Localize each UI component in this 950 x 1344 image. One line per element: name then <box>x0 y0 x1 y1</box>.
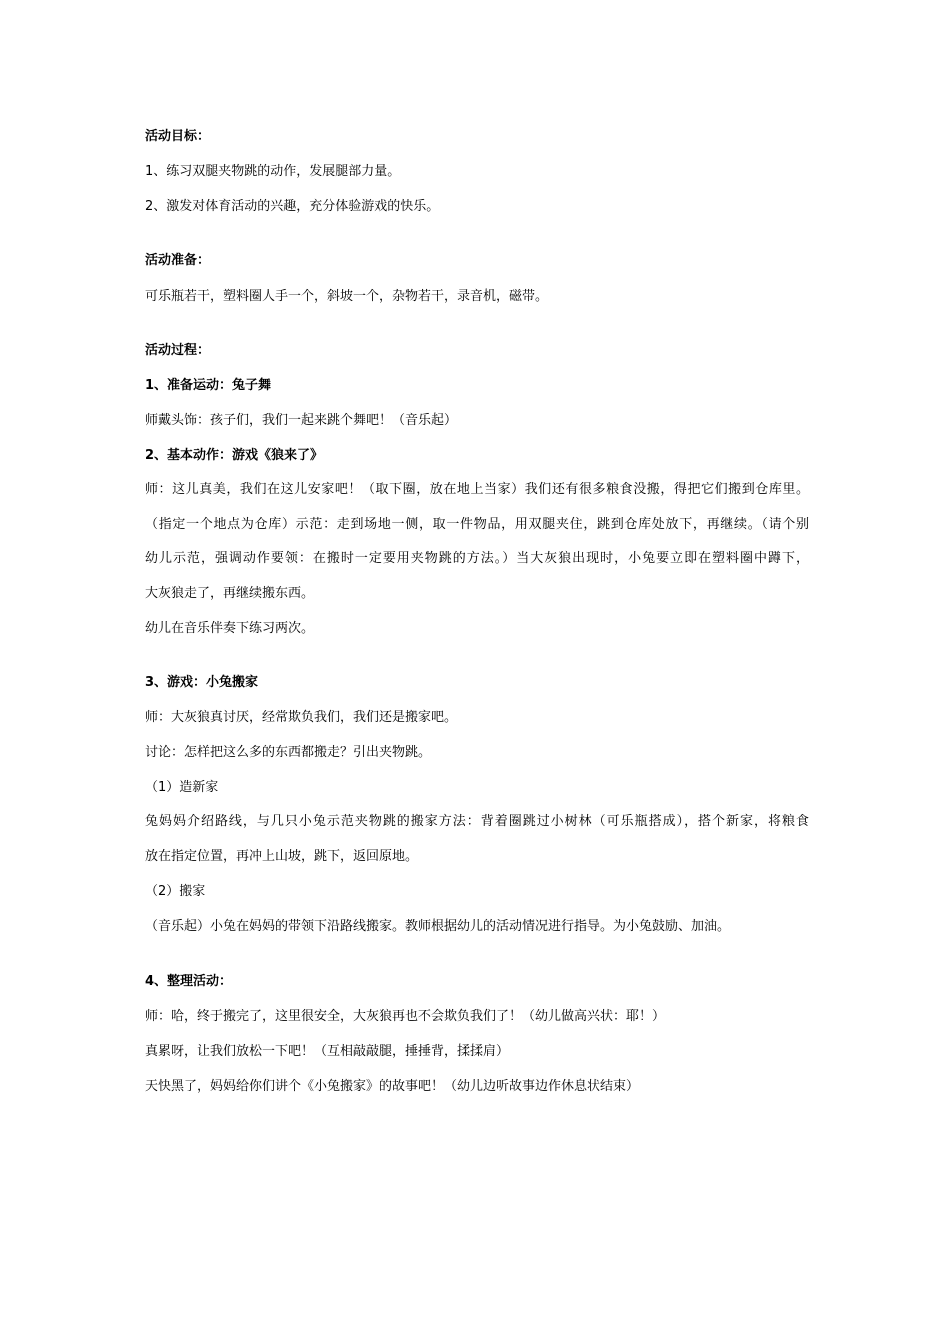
step3-line-1: 师：大灰狼真讨厌，经常欺负我们，我们还是搬家吧。 <box>145 710 458 725</box>
prep-heading: 活动准备： <box>145 253 211 268</box>
step3-sub2-text: （音乐起）小兔在妈妈的带领下沿路线搬家。教师根据幼儿的活动情况进行指导。为小兔鼓励、加油。 <box>145 919 731 934</box>
step2-line-1: 师：这儿真美，我们在这儿安家吧！（取下圈，放在地上当家）我们还有很多粮食没搬，得把它们搬到仓库里。 <box>145 482 809 497</box>
step3-sub2-title: （2）搬家 <box>145 884 206 899</box>
step4-title: 4、整理活动： <box>145 974 233 989</box>
step2-line-4: 大灰狼走了，再继续搬东西。 <box>145 586 315 601</box>
step1-title: 1、准备运动：兔子舞 <box>145 378 272 393</box>
step2-title: 2、基本动作：游戏《狼来了》 <box>145 448 324 463</box>
goal-item-1: 1、练习双腿夹物跳的动作，发展腿部力量。 <box>145 164 401 179</box>
prep-text: 可乐瓶若干，塑料圈人手一个，斜坡一个，杂物若干，录音机，磁带。 <box>145 289 549 304</box>
step4-line-3: 天快黑了，妈妈给你们讲个《小兔搬家》的故事吧！（幼儿边听故事边作休息状结束） <box>145 1079 640 1094</box>
step2-line-2: （指定一个地点为仓库）示范：走到场地一侧，取一件物品，用双腿夹住，跳到仓库处放下，再继续。（请个别 <box>145 517 809 532</box>
step4-line-1: 师：哈，终于搬完了，这里很安全，大灰狼再也不会欺负我们了！（幼儿做高兴状：耶！） <box>145 1009 666 1024</box>
goal-item-2: 2、激发对体育活动的兴趣，充分体验游戏的快乐。 <box>145 199 440 214</box>
step3-sub1-line-1: 兔妈妈介绍路线，与几只小兔示范夹物跳的搬家方法：背着圈跳过小树林（可乐瓶搭成），搭个新家，将粮食 <box>145 814 809 829</box>
step2-note: 幼儿在音乐伴奏下练习两次。 <box>145 621 315 636</box>
step3-sub1-title: （1）造新家 <box>145 780 219 795</box>
goals-heading: 活动目标： <box>145 129 211 144</box>
step2-line-3: 幼儿示范，强调动作要领：在搬时一定要用夹物跳的方法。）当大灰狼出现时，小兔要立即在塑料圈中蹲下， <box>145 551 809 566</box>
process-heading: 活动过程： <box>145 343 211 358</box>
step4-line-2: 真累呀，让我们放松一下吧！（互相敲敲腿，捶捶背，揉揉肩） <box>145 1044 510 1059</box>
step3-line-2: 讨论：怎样把这么多的东西都搬走？引出夹物跳。 <box>145 745 432 760</box>
step1-text: 师戴头饰：孩子们，我们一起来跳个舞吧！（音乐起） <box>145 413 458 428</box>
step3-sub1-line-2: 放在指定位置，再冲上山坡，跳下，返回原地。 <box>145 849 419 864</box>
step3-title: 3、游戏：小兔搬家 <box>145 675 259 690</box>
